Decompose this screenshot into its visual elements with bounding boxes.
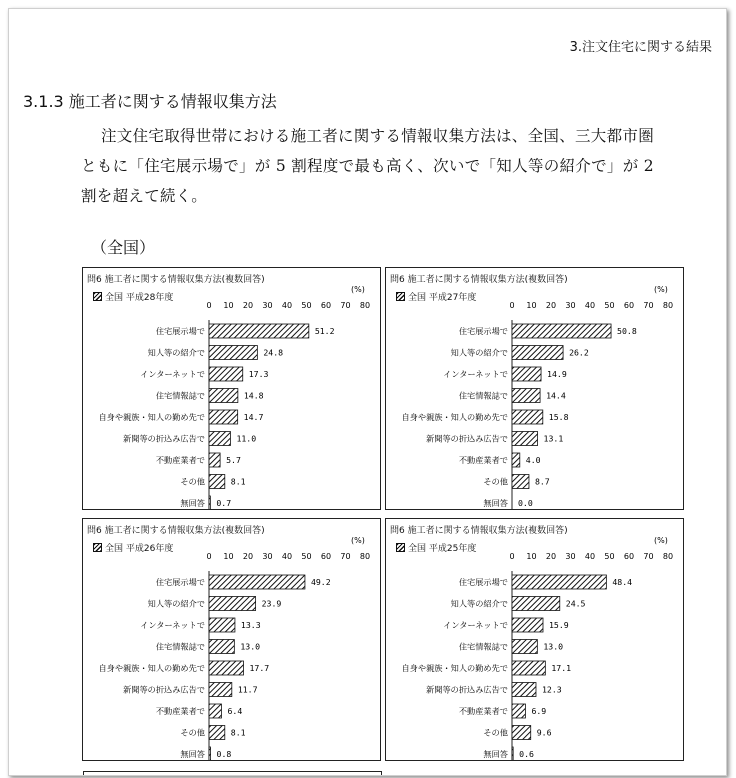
bar: [512, 475, 529, 489]
tick-label: 10: [526, 301, 537, 310]
tick-label: 50: [301, 552, 312, 561]
category-label: インターネットで: [140, 369, 205, 379]
section-title: 3.1.3 施工者に関する情報収集方法: [23, 92, 277, 111]
data-label: 17.3: [248, 369, 269, 379]
chart-panel-h27: [385, 267, 684, 510]
category-label: インターネットで: [443, 369, 508, 379]
chart-title: 問6 施工者に関する情報収集方法(複数回答): [390, 526, 568, 536]
category-label: その他: [483, 476, 508, 487]
category-label: インターネットで: [443, 620, 508, 630]
axis-unit: (%): [654, 536, 668, 545]
tick-label: 20: [545, 552, 557, 561]
tick-label: 10: [223, 301, 234, 310]
axis-unit: (%): [351, 536, 365, 545]
tick-label: 20: [242, 301, 254, 310]
body-paragraph: [81, 121, 717, 211]
category-label: 新聞等の折込み広告で: [123, 684, 205, 695]
data-label: 50.8: [617, 326, 637, 336]
bar-chart: [83, 519, 380, 760]
tick-label: 30: [565, 552, 576, 561]
bar-chart: [83, 268, 380, 509]
data-label: 48.4: [612, 577, 633, 587]
tick-label: 60: [623, 301, 635, 310]
bar: [512, 324, 611, 338]
category-label: 自身や親族・知人の勤め先で: [98, 412, 205, 422]
tick-label: 30: [262, 301, 273, 310]
document-page: [8, 8, 727, 776]
region-label: （全国）: [91, 238, 156, 257]
chart-panel-h28: [82, 267, 381, 510]
data-label: 8.1: [230, 727, 246, 738]
tick-label: 80: [662, 301, 674, 310]
tick-label: 70: [643, 301, 654, 310]
tick-label: 70: [643, 552, 654, 561]
bar: [209, 704, 221, 718]
category-label: 新聞等の折込み広告で: [426, 684, 508, 695]
bar: [209, 367, 243, 381]
tick-label: 0: [206, 301, 212, 310]
chart-title: 問6 施工者に関する情報収集方法(複数回答): [87, 275, 265, 285]
paragraph-line-1: 注文住宅取得世帯における施工者に関する情報収集方法は、全国、三大都市圏: [101, 127, 655, 145]
axis-unit: (%): [351, 285, 365, 294]
category-label: 不動産業者で: [458, 706, 508, 716]
tick-label: 60: [320, 301, 332, 310]
tick-label: 50: [604, 301, 615, 310]
tick-label: 70: [340, 552, 351, 561]
next-chart-panel-edge: [83, 771, 382, 776]
data-label: 14.4: [546, 390, 566, 401]
data-label: 13.3: [240, 620, 261, 630]
data-label: 12.3: [541, 684, 562, 695]
bar: [512, 367, 541, 381]
bar: [209, 389, 238, 403]
category-label: 知人等の紹介で: [450, 347, 508, 358]
bar: [512, 453, 520, 467]
data-label: 13.1: [543, 433, 564, 444]
category-label: その他: [180, 476, 205, 487]
data-label: 51.2: [314, 326, 335, 336]
paragraph-line-2: ともに「住宅展示場で」が 5 割程度で最も高く、次いで「知人等の紹介で」が 2: [81, 157, 654, 175]
data-label: 0.7: [216, 498, 232, 508]
bar: [512, 597, 560, 611]
category-label: 不動産業者で: [458, 455, 508, 465]
bar: [512, 747, 513, 760]
data-label: 26.2: [569, 347, 589, 358]
bar: [209, 346, 257, 360]
category-label: 無回答: [180, 749, 205, 759]
chart-panel-h25: [385, 518, 684, 761]
bar: [512, 432, 538, 446]
tick-label: 30: [565, 301, 576, 310]
bar: [209, 324, 309, 338]
tick-label: 50: [301, 301, 312, 310]
data-label: 8.7: [534, 476, 550, 487]
legend-label: 全国 平成27年度: [408, 293, 477, 303]
bar: [512, 704, 525, 718]
tick-label: 20: [545, 301, 557, 310]
category-label: 不動産業者で: [155, 455, 205, 465]
category-label: 新聞等の折込み広告で: [426, 433, 508, 444]
data-label: 11.0: [236, 433, 257, 444]
bar: [512, 726, 531, 740]
category-label: 知人等の紹介で: [147, 347, 205, 358]
bar: [209, 453, 220, 467]
category-label: 住宅情報誌で: [155, 641, 205, 652]
category-label: 知人等の紹介で: [450, 598, 508, 609]
chart-title: 問6 施工者に関する情報収集方法(複数回答): [87, 526, 265, 536]
data-label: 17.7: [249, 663, 270, 673]
chart-title: 問6 施工者に関する情報収集方法(複数回答): [390, 275, 568, 285]
data-label: 15.9: [549, 620, 569, 630]
bar: [512, 640, 537, 654]
tick-label: 70: [340, 301, 351, 310]
bar: [512, 389, 540, 403]
tick-label: 40: [281, 552, 293, 561]
data-label: 0.0: [518, 498, 533, 508]
data-label: 6.4: [227, 706, 243, 716]
data-label: 24.5: [565, 598, 586, 609]
bar: [209, 661, 244, 675]
bar: [209, 683, 232, 697]
bar: [209, 475, 225, 489]
bar: [512, 683, 536, 697]
category-label: 自身や親族・知人の勤め先で: [401, 663, 508, 673]
category-label: 無回答: [180, 498, 205, 508]
data-label: 17.1: [551, 663, 572, 673]
tick-label: 60: [320, 552, 332, 561]
data-label: 4.0: [525, 455, 541, 465]
category-label: 知人等の紹介で: [147, 598, 205, 609]
data-label: 49.2: [310, 577, 331, 587]
tick-label: 40: [281, 301, 293, 310]
data-label: 8.1: [230, 476, 246, 487]
legend-label: 全国 平成26年度: [105, 544, 174, 554]
tick-label: 80: [662, 552, 674, 561]
bar-chart: [386, 268, 683, 509]
bar: [209, 747, 211, 760]
data-label: 5.7: [226, 455, 241, 465]
data-label: 24.8: [263, 347, 284, 358]
category-label: 自身や親族・知人の勤め先で: [401, 412, 508, 422]
bar: [512, 661, 545, 675]
category-label: その他: [483, 727, 508, 738]
tick-label: 0: [206, 552, 212, 561]
data-label: 23.9: [261, 598, 282, 609]
legend-label: 全国 平成28年度: [105, 293, 174, 303]
category-label: 無回答: [483, 749, 508, 759]
category-label: 新聞等の折込み広告で: [123, 433, 205, 444]
category-label: 住宅展示場で: [458, 326, 508, 336]
chapter-header: 3.注文住宅に関する結果: [569, 40, 712, 55]
data-label: 9.6: [536, 727, 552, 738]
data-label: 14.7: [243, 412, 264, 422]
category-label: 自身や親族・知人の勤め先で: [98, 663, 205, 673]
data-label: 13.0: [240, 641, 261, 652]
category-label: 無回答: [483, 498, 508, 508]
bar: [209, 496, 210, 509]
chart-panel-h26: [82, 518, 381, 761]
category-label: 住宅展示場で: [155, 326, 205, 336]
bar: [512, 346, 563, 360]
tick-label: 80: [359, 552, 371, 561]
data-label: 14.9: [547, 369, 567, 379]
tick-label: 30: [262, 552, 273, 561]
bar: [209, 597, 256, 611]
bar: [209, 575, 305, 589]
bar: [209, 726, 225, 740]
data-label: 0.6: [519, 749, 534, 759]
tick-label: 10: [223, 552, 234, 561]
category-label: 住宅情報誌で: [458, 390, 508, 401]
data-label: 11.7: [237, 684, 258, 695]
data-label: 13.0: [543, 641, 564, 652]
data-label: 0.8: [216, 749, 232, 759]
bar-chart: [386, 519, 683, 760]
bar: [209, 618, 235, 632]
bar: [512, 410, 543, 424]
axis-unit: (%): [654, 285, 668, 294]
tick-label: 20: [242, 552, 254, 561]
category-label: 不動産業者で: [155, 706, 205, 716]
tick-label: 0: [509, 552, 515, 561]
bar: [209, 432, 230, 446]
tick-label: 0: [509, 301, 515, 310]
bar: [209, 640, 234, 654]
tick-label: 80: [359, 301, 371, 310]
category-label: 住宅展示場で: [458, 577, 508, 587]
legend-label: 全国 平成25年度: [408, 544, 477, 554]
category-label: その他: [180, 727, 205, 738]
tick-label: 10: [526, 552, 537, 561]
category-label: インターネットで: [140, 620, 205, 630]
category-label: 住宅情報誌で: [155, 390, 205, 401]
category-label: 住宅展示場で: [155, 577, 205, 587]
tick-label: 40: [584, 301, 596, 310]
bar: [512, 575, 606, 589]
category-label: 住宅情報誌で: [458, 641, 508, 652]
paragraph-line-3: 割を超えて続く。: [81, 187, 208, 205]
data-label: 15.8: [548, 412, 569, 422]
tick-label: 40: [584, 552, 596, 561]
bar: [512, 618, 543, 632]
data-label: 14.8: [243, 390, 264, 401]
bar: [209, 410, 238, 424]
data-label: 6.9: [531, 706, 547, 716]
tick-label: 50: [604, 552, 615, 561]
tick-label: 60: [623, 552, 635, 561]
